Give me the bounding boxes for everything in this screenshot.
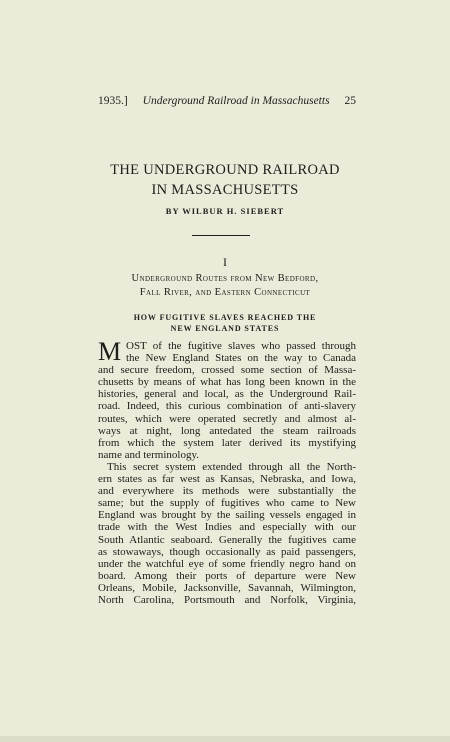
text-line: and everywhere its methods were substantially the (98, 485, 356, 498)
text-line: England was brought by the sailing vessels engaged in (98, 509, 356, 522)
running-head-year: 1935.] (98, 95, 128, 107)
paragraph-1 (98, 337, 356, 461)
section-title-line-1: Underground Routes from New Bedford, (131, 273, 319, 284)
running-head (98, 95, 356, 107)
section-subtitle-line-1: HOW FUGITIVE SLAVES REACHED THE (133, 313, 317, 322)
body-text (98, 337, 356, 606)
text-line: chusetts by means of what has long been known in the (98, 376, 356, 389)
running-head-title: Underground Railroad in Massachusetts (142, 95, 330, 107)
paragraph-2 (98, 461, 356, 606)
text-line: South Atlantic seaboard. Generally the fugitives came (98, 533, 356, 546)
text-line: the New England States on the way to Canada (126, 352, 356, 365)
text-line: as stowaways, though occasionally as paid passengers, (98, 545, 356, 558)
article-title (0, 160, 450, 200)
byline: BY WILBUR H. SIEBERT (165, 206, 285, 216)
section-subtitle (0, 312, 450, 334)
section-number: I (223, 255, 227, 269)
article-title-line-1: THE UNDERGROUND RAILROAD (110, 162, 340, 178)
text-line: routes, which were operated secretly and almost al- (98, 412, 356, 425)
text-line: from which the system later derived its mystifying (98, 436, 356, 449)
text-line: OST of the fugitive slaves who passed through (126, 340, 356, 352)
text-line: trade with the West Indies and especially with our (98, 521, 356, 534)
page-bottom-edge (0, 736, 450, 742)
article-title-line-2: IN MASSACHUSETTS (151, 182, 299, 198)
text-line: same; but the supply of fugitives who came to New (98, 497, 356, 510)
section-subtitle-line-2: NEW ENGLAND STATES (170, 324, 280, 333)
text-line: This secret system extended through all the North- (107, 460, 356, 473)
section-title-line-2: Fall River, and Eastern Connecticut (139, 287, 311, 298)
text-line: name and terminology. (98, 448, 200, 461)
text-line: road. Indeed, this curious combination of anti-slavery (98, 400, 356, 413)
text-line: under the watchful eye of some friendly negro hand on (98, 557, 356, 570)
text-line: ern states as far west as Kansas, Nebraska, and Iowa, (98, 473, 356, 486)
text-line: North Carolina, Portsmouth and Norfolk, Virginia, (98, 593, 356, 606)
page-number: 25 (344, 95, 356, 107)
text-line: and secure freedom, crossed some section of Massa- (98, 364, 356, 377)
text-line: Orleans, Mobile, Jacksonville, Savannah, Wilmington, (98, 581, 356, 594)
title-divider (192, 235, 250, 236)
section-title (0, 272, 450, 300)
drop-cap: M (98, 337, 122, 366)
text-line: histories, general and local, as the Underground Rail- (98, 388, 356, 401)
text-line: board. Among their ports of departure were New (98, 569, 356, 582)
text-line: ways at night, long antedated the steam railroads (98, 424, 356, 437)
